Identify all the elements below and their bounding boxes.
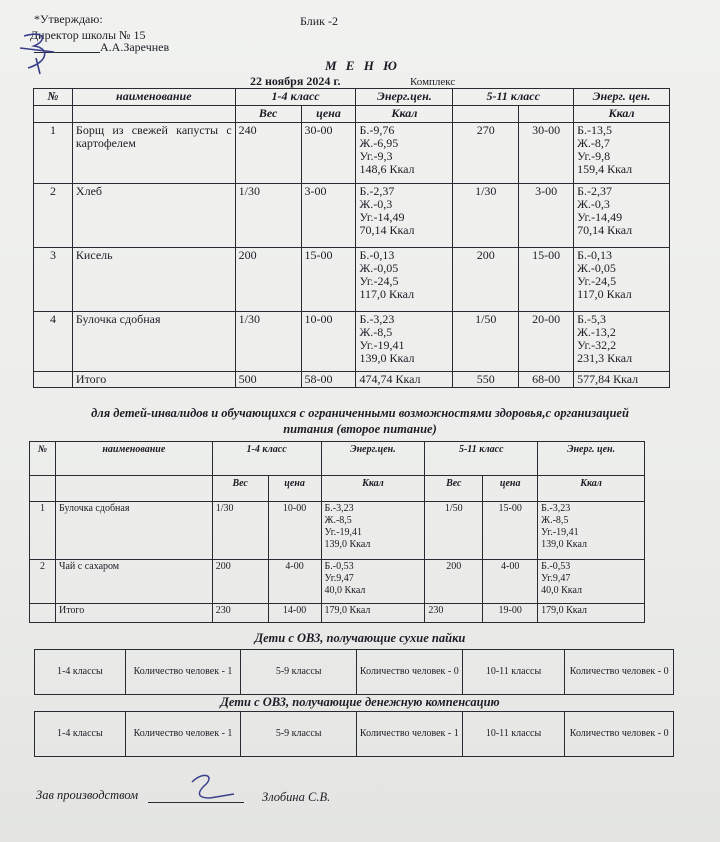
col-price: цена xyxy=(268,476,321,502)
director-signature xyxy=(14,28,60,76)
table-row: 3 Кисель 200 15-00 Б.-0,13 Ж.-0,05 Уг.-24,5 117,0 Ккал 200 15-00 Б.-0,13 Ж.-0,05 Уг.-24,5 117,0 Ккал xyxy=(34,248,670,312)
director-name: А.А.Заречнев xyxy=(100,40,170,54)
col-kcal: Ккал xyxy=(356,106,453,123)
money-comp-title: Дети с ОВЗ, получающие денежную компенсацию xyxy=(220,695,500,709)
production-signature xyxy=(180,768,240,808)
col-name: наименование xyxy=(72,89,235,106)
director-label: Директор школы № 15 xyxy=(30,28,146,42)
form-label: Блик -2 xyxy=(300,14,338,28)
dish-name: Кисель xyxy=(72,248,235,312)
table-row: 2 Чай с сахаром 200 4-00 Б.-0,53 Уг.9,47 40,0 Ккал 200 4-00 Б.-0,53 Уг.9,47 40,0 Ккал xyxy=(30,560,645,604)
dish-name: Булочка сдобная xyxy=(72,312,235,372)
total-row: Итого 500 58-00 474,74 Ккал 550 68-00 577,84 Ккал xyxy=(34,372,670,388)
col-num: № xyxy=(34,89,73,106)
col-price: цена xyxy=(301,106,356,123)
dish-name: Хлеб xyxy=(72,184,235,248)
dry-count-1-4: Количество человек - 1 xyxy=(126,650,242,694)
col-num: № xyxy=(30,442,56,476)
col-weight: Вес xyxy=(235,106,301,123)
section2-title-line1: для детей-инвалидов и обучающихся с ограниченными возможностями здоровья,с организацией xyxy=(91,406,629,420)
footer-role: Зав производством xyxy=(36,788,139,802)
col-weight-2: Вес xyxy=(425,476,483,502)
menu-kind: Комплекс xyxy=(410,76,456,88)
dry-count-10-11: Количество человек - 0 xyxy=(569,666,669,677)
total-row: Итого 230 14-00 179,0 Ккал 230 19-00 179,0 Ккал xyxy=(30,604,645,623)
col-group-1-4: 1-4 класс xyxy=(235,89,356,106)
money-group-10-11: 10-11 классы xyxy=(463,712,566,756)
col-group-5-11: 5-11 класс xyxy=(453,89,574,106)
menu-date: 22 ноября 2024 г. xyxy=(250,74,341,88)
table-row: 1 Борщ из свежей капусты с картофелем 240 30-00 Б.-9,76 Ж.-6,95 Уг.-9,3 148,6 Ккал 270 30-00 Б.-13,5 Ж.-8,7 Уг.-9,8 159,4 Ккал xyxy=(34,123,670,184)
menu-table xyxy=(33,88,670,388)
money-count-10-11: Количество человек - 0 xyxy=(569,728,669,739)
money-count-1-4: Количество человек - 1 xyxy=(126,712,242,756)
money-group-5-9: 5-9 классы xyxy=(241,712,357,756)
footer-name: Злобина С.В. xyxy=(262,790,331,804)
dry-group-10-11: 10-11 классы xyxy=(463,650,566,694)
approve-label: *Утверждаю: xyxy=(34,12,103,26)
dry-group-5-9: 5-9 классы xyxy=(241,650,357,694)
table-row: 2 Хлеб 1/30 3-00 Б.-2,37 Ж.-0,3 Уг.-14,49 70,14 Ккал 1/30 3-00 Б.-2,37 Ж.-0,3 Уг.-14,49 70,14 Ккал xyxy=(34,184,670,248)
col-price-2: цена xyxy=(483,476,538,502)
col-energy-2: Энерг. цен. xyxy=(574,89,670,106)
money-group-1-4: 1-4 классы xyxy=(35,712,126,756)
col-energy-2: Энерг. цен. xyxy=(538,442,645,476)
section2-title-line2: питания (второе питание) xyxy=(283,422,437,436)
money-count-5-9: Количество человек - 1 xyxy=(357,712,463,756)
dish-name: Борщ из свежей капусты с картофелем xyxy=(72,123,235,184)
dish-name: Булочка сдобная xyxy=(55,502,212,560)
dry-rations-title: Дети с ОВЗ, получающие сухие пайки xyxy=(254,631,466,645)
dish-name: Чай с сахаром xyxy=(55,560,212,604)
col-group-1-4: 1-4 класс xyxy=(212,442,321,476)
page-title: М Е Н Ю xyxy=(325,58,400,73)
dry-group-1-4: 1-4 классы xyxy=(35,650,126,694)
col-energy: Энерг.цен. xyxy=(321,442,425,476)
col-weight: Вес xyxy=(212,476,268,502)
money-comp-strip xyxy=(34,711,674,757)
col-kcal-2: Ккал xyxy=(574,106,670,123)
table-row: 1 Булочка сдобная 1/30 10-00 Б.-3,23 Ж.-8,5 Уг.-19,41 139,0 Ккал 1/50 15-00 Б.-3,23 Ж.-8,5 Уг.-19,41 139,0 Ккал xyxy=(30,502,645,560)
col-group-5-11: 5-11 класс xyxy=(425,442,538,476)
col-kcal: Ккал xyxy=(321,476,425,502)
second-meal-table xyxy=(29,441,645,623)
dry-rations-strip xyxy=(34,649,674,695)
col-energy: Энерг.цен. xyxy=(356,89,453,106)
table-row: 4 Булочка сдобная 1/30 10-00 Б.-3,23 Ж.-8,5 Уг.-19,41 139,0 Ккал 1/50 20-00 Б.-5,3 Ж.-13,2 Уг.-32,2 231,3 Ккал xyxy=(34,312,670,372)
col-kcal-2: Ккал xyxy=(538,476,645,502)
dry-count-5-9: Количество человек - 0 xyxy=(357,650,463,694)
col-name: наименование xyxy=(55,442,212,476)
